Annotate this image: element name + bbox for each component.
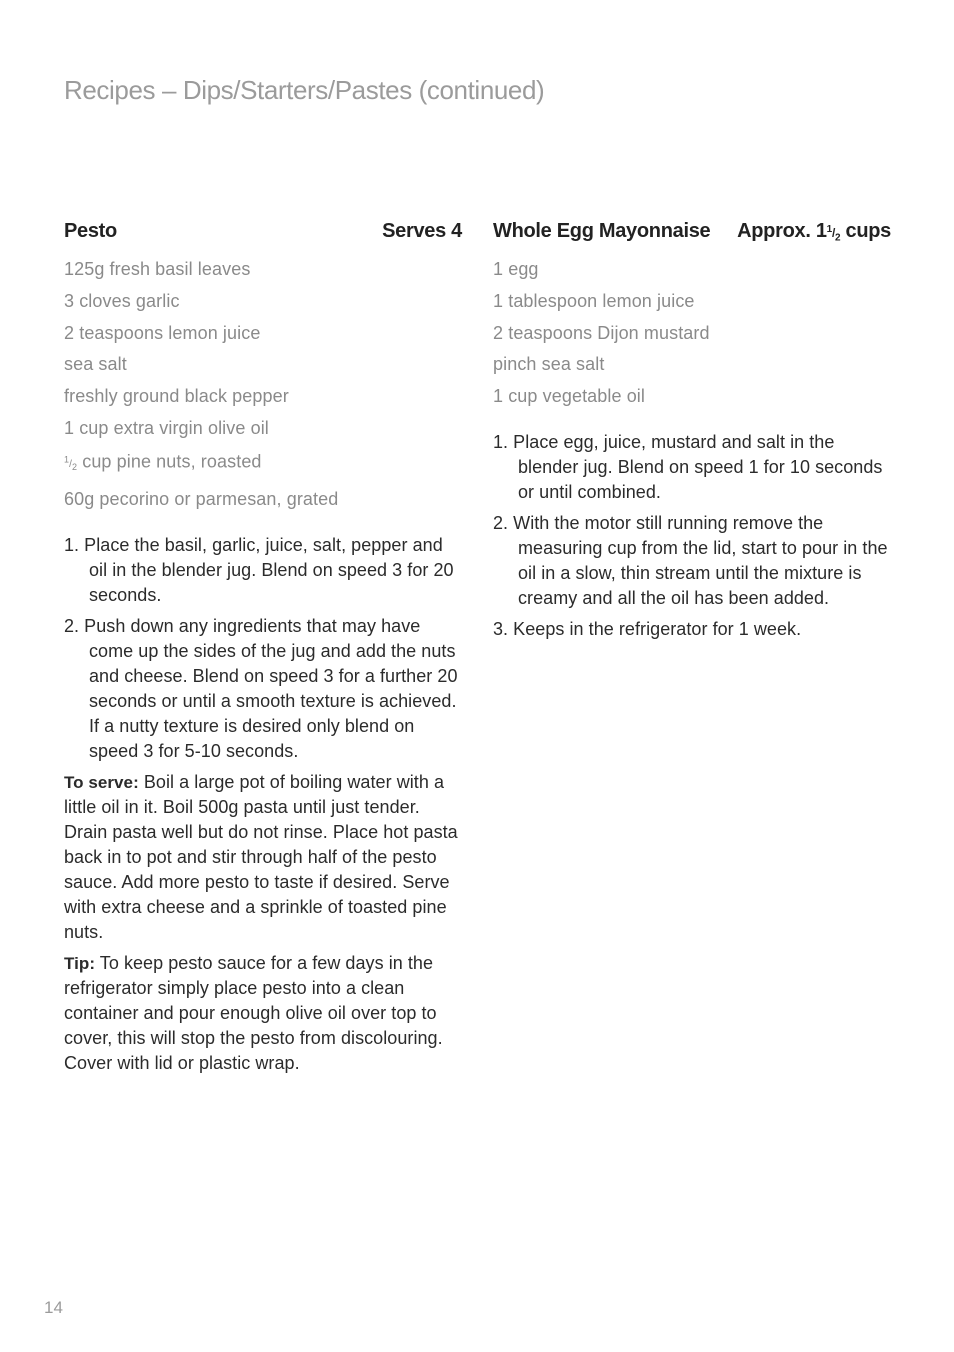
ingredient-with-fraction: $^1/_2$ cup pine nuts, roasted [64,451,262,473]
ingredient: 1 cup extra virgin olive oil [64,417,269,438]
step: 2. Push down any ingredients that may have come up the sides of the jug and add the nuts and cheese. Blend on speed 3 for a further 20 seconds or until a smooth texture is achieved. If a nutty texture is desired only blend on speed 3 for 5-10 seconds. [64,615,458,761]
ingredient: pinch sea salt [493,354,605,375]
serve-label: To serve: [64,772,139,792]
ingredient: sea salt [64,354,127,375]
step: 1. Place egg, juice, mustard and salt in the blender jug. Blend on speed 1 for 10 seconds or until combined. [493,431,883,502]
serving-note: To serve: Boil a large pot of boiling water with a little oil in it. Boil 500g pasta until just tender. Drain pasta well but do not rinse. Place hot pasta back in to pot and stir through half of the pesto sauce. Add more pesto to taste if desired. Serve with extra cheese and a sprinkle of toasted pine nuts. [64,771,458,942]
ingredient: 125g fresh basil leaves [64,259,251,279]
mayonnaise-header [493,220,891,248]
ingredient: 1 egg [493,259,539,279]
recipe-name: Pesto [64,220,117,242]
ingredient: 2 teaspoons lemon juice [64,322,261,343]
mayonnaise-recipe [493,220,891,648]
tip-note: Tip: To keep pesto sauce for a few days in the refrigerator simply place pesto into a clean container and pour enough olive oil over top to cover, this will stop the pesto from discolouring. Cover with lid or plastic wrap. [64,952,443,1073]
mayonnaise-steps [493,430,891,642]
recipe-name: Whole Egg Mayonnaise [493,220,711,242]
ingredient: 3 cloves garlic [64,290,180,311]
ingredient: 60g pecorino or parmesan, grated [64,488,339,509]
mayonnaise-ingredients [493,254,891,413]
pesto-ingredients [64,254,462,516]
ingredient: freshly ground black pepper [64,386,289,407]
step: 1. Place the basil, garlic, juice, salt, pepper and oil in the blender jug. Blend on speed 3 for 20 seconds. [64,534,454,605]
page-number: 14 [44,1298,63,1317]
page-title: Recipes – Dips/Starters/Pastes (continued) [64,75,545,106]
fraction: $^1/_2$ [826,224,841,244]
recipe-serves: Serves 4 [382,220,462,242]
pesto-header [64,220,462,248]
tip-label: Tip: [64,953,96,973]
ingredient: 1 cup vegetable oil [493,386,646,407]
recipe-yield: Approx. $1^1/_2$ cups [737,220,891,244]
pesto-steps [64,533,462,764]
pesto-recipe [64,220,462,1082]
ingredient: 2 teaspoons Dijon mustard [493,322,710,343]
step: 2. With the motor still running remove the measuring cup from the lid, start to pour in the oil in a slow, thin stream until the mixture is creamy and all the oil has been added. [493,512,888,608]
fraction: $^1/_2$ [64,454,78,473]
ingredient: 1 tablespoon lemon juice [493,290,695,311]
step: 3. Keeps in the refrigerator for 1 week. [493,618,802,639]
